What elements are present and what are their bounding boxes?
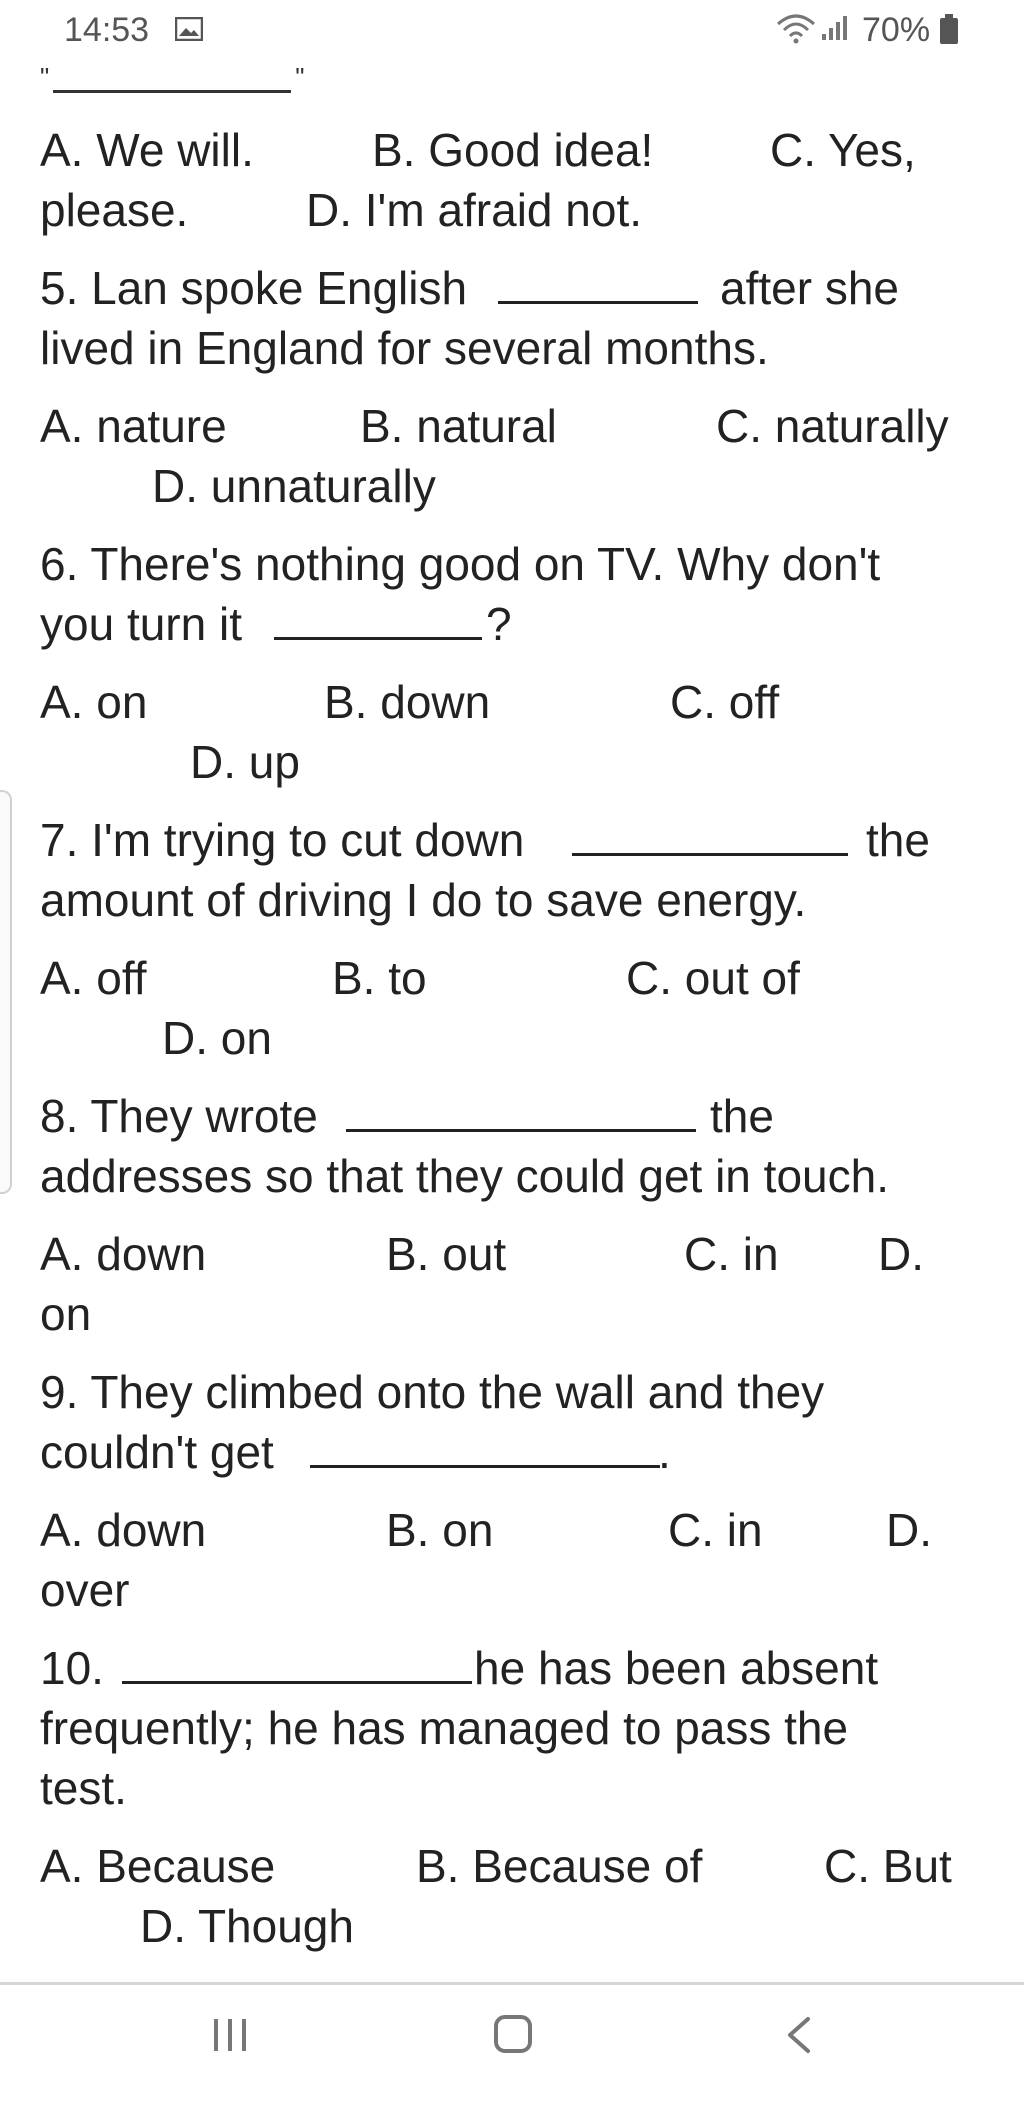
q8-text-end: the [710,1090,774,1142]
q5-options-line-2 [40,456,980,516]
q5-text-cont: lived in England for several months. [40,322,769,374]
q9-text-start: 9. They climbed onto the wall and they [40,1366,825,1418]
open-quote: " [40,62,50,92]
q9-option-d-cont: over [40,1564,130,1616]
q10-text-start: he has been absent [474,1642,879,1694]
q9-question-line-2 [40,1422,980,1482]
home-icon[interactable] [492,2013,534,2055]
q10-text-cont: frequently; he has managed to pass the [40,1702,849,1754]
q5-option-d: D. unnaturally [152,460,436,512]
q7-question-line-1 [40,810,980,870]
q8-blank [346,1089,696,1132]
q5-option-c: C. naturally [716,400,949,452]
q7-option-a: A. off [40,952,147,1004]
q7-options-line-1 [40,948,980,1008]
q10-option-a: A. Because [40,1840,276,1892]
recent-apps-icon[interactable] [210,2015,250,2055]
status-time: 14:53 [64,11,150,49]
q9-options-line-1 [40,1500,980,1560]
q10-text-end: test. [40,1762,127,1814]
q8-text-start: 8. They wrote [40,1090,318,1142]
q8-option-a: A. down [40,1228,207,1280]
gallery-icon [175,17,203,41]
q8-question-line-1 [40,1086,980,1146]
q6-question-line-2 [40,594,980,654]
q4-option-b: B. Good idea! [372,124,654,176]
q10-option-c: C. But [824,1840,952,1892]
q6-blank [274,597,482,640]
back-icon[interactable] [782,2013,816,2057]
q6-options-line-2 [40,732,980,792]
signal-icon [820,14,848,42]
q9-text-cont: couldn't get [40,1426,274,1478]
q7-question-line-2 [40,870,980,930]
q5-blank [498,261,698,304]
q4-option-c-cont: please. [40,184,189,236]
navigation-bar [0,1985,1024,2106]
q9-option-d: D. [886,1504,932,1556]
quiz-content [40,120,980,1956]
q5-text-start: 5. Lan spoke English [40,262,468,314]
q7-option-c: C. out of [626,952,800,1004]
q7-options-line-2 [40,1008,980,1068]
q5-question-line-1 [40,258,980,318]
q6-option-c: C. off [670,676,780,728]
q10-number: 10. [40,1642,104,1694]
q5-option-a: A. nature [40,400,227,452]
q6-text-start: 6. There's nothing good on TV. Why don't [40,538,881,590]
q10-question-line-1 [40,1638,980,1698]
q10-question-line-2 [40,1698,980,1758]
battery-icon [940,14,958,44]
q8-question-line-2 [40,1146,980,1206]
q4-option-c: C. Yes, [770,124,916,176]
q8-text-cont: addresses so that they could get in touch. [40,1150,889,1202]
q6-option-a: A. on [40,676,148,728]
q9-option-b: B. on [386,1504,494,1556]
q8-option-b: B. out [386,1228,507,1280]
answer-blank [53,50,291,93]
q10-options-line-1 [40,1836,980,1896]
q9-blank [310,1425,660,1468]
edge-panel-handle[interactable] [0,790,12,1194]
q7-text-end: the [866,814,930,866]
q6-question-line-1 [40,534,980,594]
q4-options-line-1 [40,120,980,180]
q4-option-a: A. We will. [40,124,254,176]
q6-options-line-1 [40,672,980,732]
q8-option-d-cont: on [40,1288,92,1340]
q5-option-b: B. natural [360,400,557,452]
q5-text-end: after she [720,262,899,314]
q8-options-line-2 [40,1284,980,1344]
q7-option-d: D. on [162,1012,272,1064]
q6-text-cont: you turn it [40,598,242,650]
q6-option-b: B. down [324,676,491,728]
q10-option-d: D. Though [140,1900,354,1952]
q9-text-end: . [658,1426,671,1478]
q5-options-line-1 [40,396,980,456]
q10-blank [122,1641,472,1684]
battery-percentage: 70% [862,11,931,49]
wifi-icon [776,12,816,44]
q7-option-b: B. to [332,952,427,1004]
q8-option-d: D. [878,1228,924,1280]
q7-text-cont: amount of driving I do to save energy. [40,874,807,926]
q7-blank [572,813,848,856]
q6-text-end: ? [486,598,512,650]
q8-options-line-1 [40,1224,980,1284]
q9-options-line-2 [40,1560,980,1620]
q9-question-line-1 [40,1362,980,1422]
q9-option-a: A. down [40,1504,207,1556]
answer-quote-line [40,50,304,93]
q9-option-c: C. in [668,1504,763,1556]
q8-option-c: C. in [684,1228,779,1280]
q10-options-line-2 [40,1896,980,1956]
q5-question-line-2 [40,318,980,378]
q4-options-line-2 [40,180,980,240]
q6-option-d: D. up [190,736,300,788]
q10-option-b: B. Because of [416,1840,703,1892]
q4-option-d: D. I'm afraid not. [306,184,643,236]
q10-question-line-3 [40,1758,980,1818]
close-quote: " [295,62,305,92]
q7-text-start: 7. I'm trying to cut down [40,814,525,866]
